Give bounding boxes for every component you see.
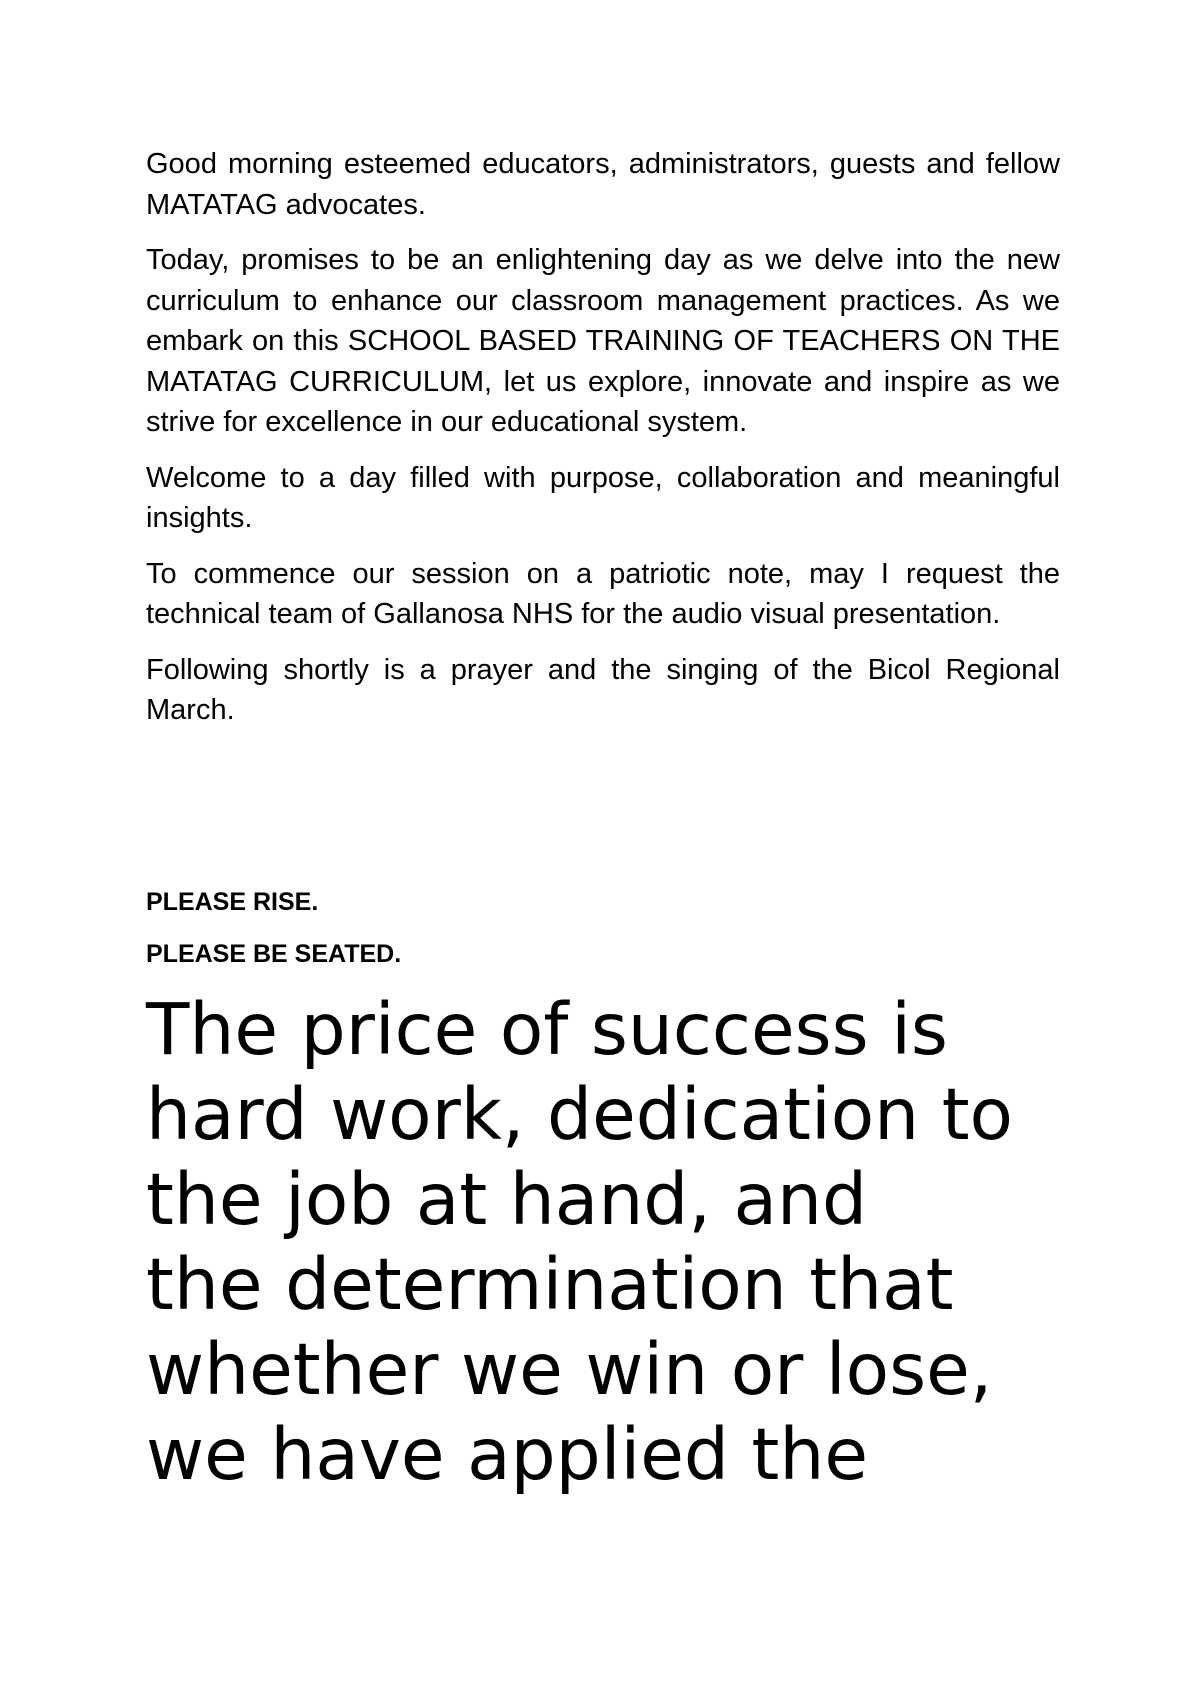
paragraph-patriotic-note: To commence our session on a patriotic note, may I request the technical team of Gallanosa NHS for the audio visual presentation. [146,557,1060,630]
paragraph-introduction: Today, promises to be an enlightening day as we delve into the new curriculum to enhance our classroom management practices. As we embark on this SCHOOL BASED TRAINING OF TEACHERS ON THE MATATAG CURRICULUM, let us explore, innovate and inspire as we strive for excellence in our educational system. [146,244,1060,438]
quote-text: The price of success is hard work, dedication to the job at hand, and the determination that whether we win or lose, we have applied the [146,988,1013,1496]
paragraph-prayer: Following shortly is a prayer and the singing of the Bicol Regional March. [146,653,1060,726]
paragraph-greeting: Good morning esteemed educators, administrators, guests and fellow MATATAG advocates. [146,148,1060,221]
instruction-please-be-seated: PLEASE BE SEATED. [146,940,402,968]
paragraph-welcome: Welcome to a day filled with purpose, collaboration and meaningful insights. [146,461,1060,534]
instructions [146,887,1060,991]
instruction-please-rise: PLEASE RISE. [146,888,319,916]
speech-body [146,144,1060,746]
